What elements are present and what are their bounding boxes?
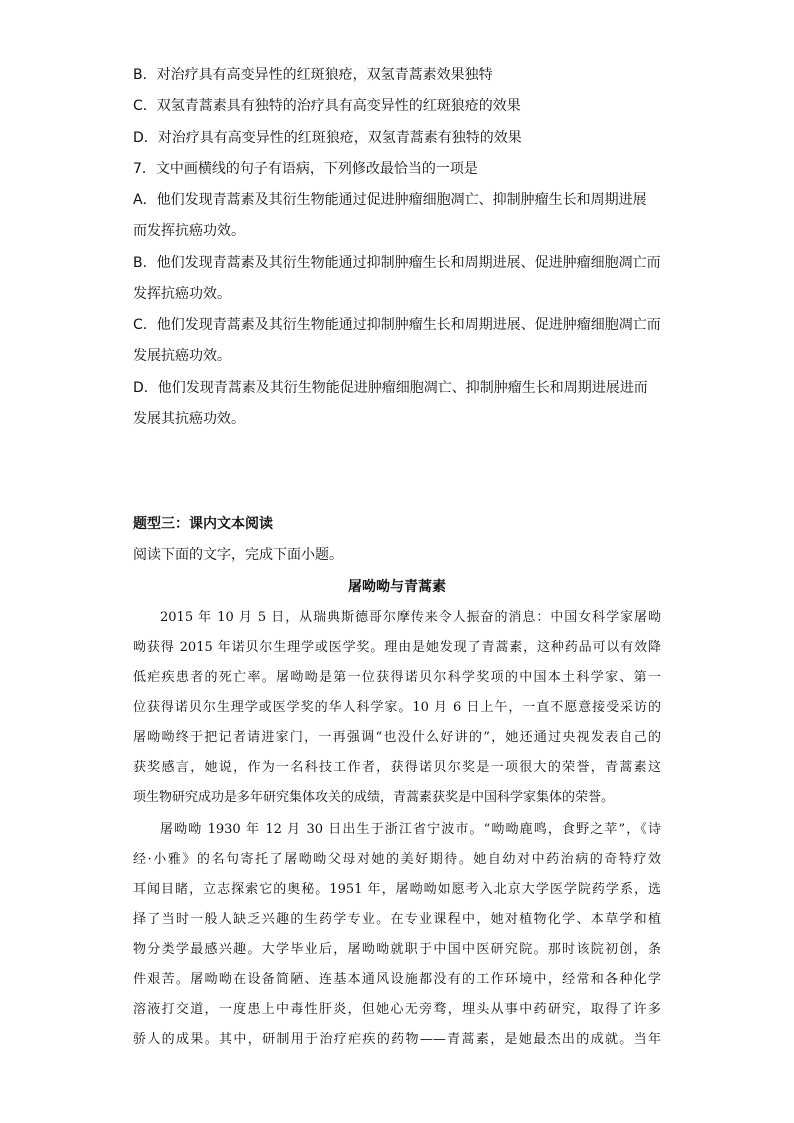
p2-line: 耳闻目睹，立志探索它的奥秘。1951 年，屠呦呦如愿考入北京大学医学院药学系，选 xyxy=(133,882,661,897)
p2-line: 择了当时一般人缺乏兴趣的生药学专业。在专业课程中，她对植物化学、本草学和植 xyxy=(133,912,661,927)
p1-line: 获奖感言，她说，作为一名科技工作者，获得诺贝尔奖是一项很大的荣誉，青蒿素这 xyxy=(133,760,661,775)
q6-option-d: D．对治疗具有高变异性的红斑狼疮，双氢青蒿素有独特的效果 xyxy=(133,130,522,146)
p1-line: 2015 年 10 月 5 日，从瑞典斯德哥尔摩传来令人振奋的消息：中国女科学家屠呦 xyxy=(160,610,661,625)
q7-option-a-line2: 而发挥抗癌功效。 xyxy=(133,223,245,239)
q7-option-d-line2: 发展其抗癌功效。 xyxy=(133,411,245,427)
p1-line: 低疟疾患者的死亡率。屠呦呦是第一位获得诺贝尔科学奖项的中国本土科学家、第一 xyxy=(133,670,661,685)
q7-option-d-line1: D．他们发现青蒿素及其衍生物能促进肿瘤细胞凋亡、抑制肿瘤生长和周期进展进而 xyxy=(133,380,648,396)
p1-line: 项生物研究成功是多年研究集体攻关的成绩，青蒿素获奖是中国科学家集体的荣誉。 xyxy=(133,790,615,805)
p1-line: 屠呦呦终于把记者请进家门，一再强调“也没什么好讲的”，她还通过央视发表自己的 xyxy=(133,730,661,745)
q6-option-b: B．对治疗具有高变异性的红斑狼疮，双氢青蒿素效果独特 xyxy=(133,67,493,83)
q7-option-b-line2: 发挥抗癌功效。 xyxy=(133,286,231,302)
q7-option-c-line2: 发展抗癌功效。 xyxy=(133,348,231,364)
p2-line: 屠呦呦 1930 年 12 月 30 日出生于浙江省宁波市。“呦呦鹿鸣，食野之苹”，《诗 xyxy=(160,822,661,837)
q7-stem: 7．文中画横线的句子有语病，下列修改最恰当的一项是 xyxy=(133,161,478,177)
section-instruction: 阅读下面的文字，完成下面小题。 xyxy=(133,547,343,563)
q7-option-a-line1: A．他们发现青蒿素及其衍生物能通过促进肿瘤细胞凋亡、抑制肿瘤生长和周期进展 xyxy=(133,192,647,208)
section-heading: 题型三：课内文本阅读 xyxy=(133,516,273,532)
q6-option-c: C．双氢青蒿素具有独特的治疗具有高变异性的红斑狼疮的效果 xyxy=(133,98,521,114)
p2-line: 物分类学最感兴趣。大学毕业后，屠呦呦就职于中国中医研究院。那时该院初创，条 xyxy=(133,942,661,957)
p1-line: 位获得诺贝尔生理学或医学奖的华人科学家。10 月 6 日上午，一直不愿意接受采访的 xyxy=(133,700,661,715)
p2-line: 经·小雅》的名句寄托了屠呦呦父母对她的美好期待。她自幼对中药治病的奇特疗效 xyxy=(133,852,661,867)
q7-option-b-line1: B．他们发现青蒿素及其衍生物能通过抑制肿瘤生长和周期进展、促进肿瘤细胞凋亡而 xyxy=(133,255,661,271)
p2-line: 件艰苦。屠呦呦在设备简陋、连基本通风设施都没有的工作环境中，经常和各种化学 xyxy=(133,972,661,987)
passage-title: 屠呦呦与青蒿素 xyxy=(348,579,446,595)
p1-line: 呦获得 2015 年诺贝尔生理学或医学奖。理由是她发现了青蒿素，这种药品可以有效降 xyxy=(133,640,661,655)
p2-line: 骄人的成果。其中，研制用于治疗疟疾的药物——青蒿素，是她最杰出的成就。当年 xyxy=(133,1032,661,1047)
p2-line: 溶液打交道，一度患上中毒性肝炎，但她心无旁骛，埋头从事中药研究，取得了许多 xyxy=(133,1002,661,1017)
q7-option-c-line1: C．他们发现青蒿素及其衍生物能通过抑制肿瘤生长和周期进展、促进肿瘤细胞凋亡而 xyxy=(133,317,661,333)
